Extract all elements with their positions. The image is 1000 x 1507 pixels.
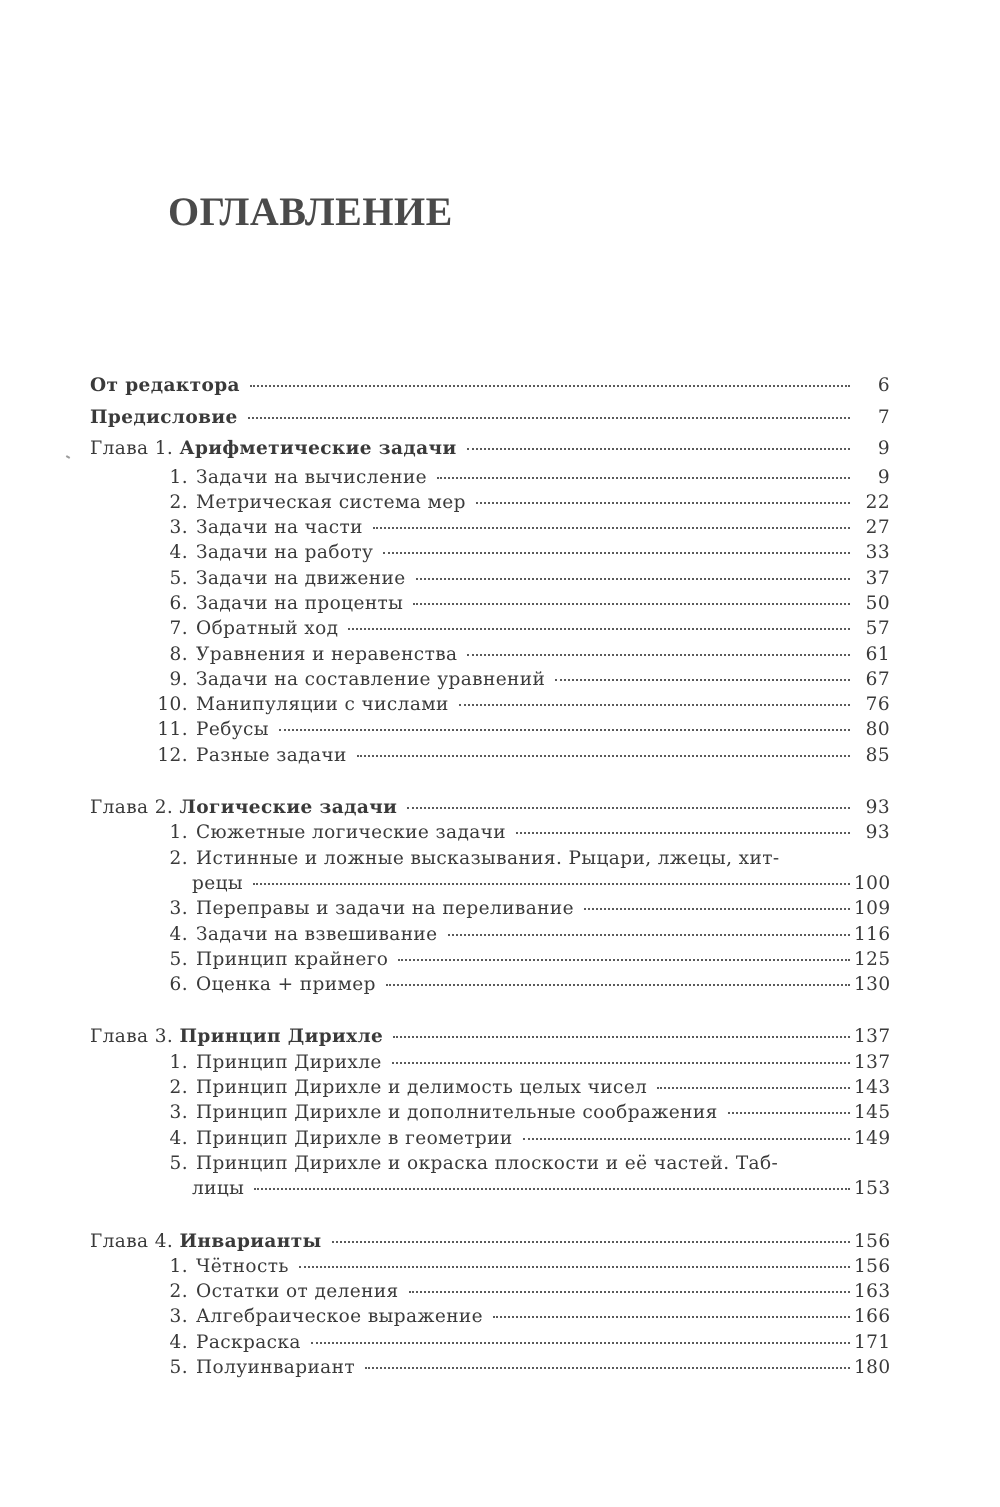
toc-section[interactable] [90, 642, 890, 667]
section-number: 5. [169, 567, 188, 589]
toc-page-number: 57 [865, 618, 890, 640]
section-number: 4. [169, 1127, 188, 1149]
dot-leader [311, 1328, 850, 1344]
toc-section[interactable] [90, 465, 890, 490]
section-label: Принцип Дирихле в геометрии [196, 1127, 513, 1149]
section-number: 5. [169, 1152, 188, 1174]
section-number: 7. [169, 618, 188, 640]
toc-page-number: 156 [854, 1255, 891, 1277]
section-label: Принцип Дирихле и окраска плоскости и её частей. Таб- [196, 1152, 779, 1174]
dot-leader [383, 538, 850, 554]
section-label: Остатки от деления [196, 1281, 399, 1303]
toc-chapter-4[interactable] [90, 1229, 890, 1254]
chapter-prefix: Глава 4. [90, 1230, 174, 1252]
toc-page-number: 149 [854, 1127, 891, 1149]
toc-section-continuation[interactable] [90, 1176, 890, 1201]
section-label: Переправы и задачи на переливание [196, 898, 574, 920]
toc-section[interactable] [90, 820, 890, 845]
section-number: 11. [157, 719, 188, 741]
toc-page-number: 116 [854, 923, 891, 945]
section-label: Чётность [196, 1255, 289, 1277]
section-number: 1. [169, 822, 188, 844]
toc-section[interactable] [90, 667, 890, 692]
section-number: 8. [169, 643, 188, 665]
dot-leader [467, 640, 850, 656]
section-label: Оценка + пример [196, 974, 376, 996]
toc-section[interactable] [90, 1330, 890, 1355]
toc-page-number: 137 [854, 1026, 891, 1048]
section-number: 1. [169, 1051, 188, 1073]
toc-page-number: 143 [854, 1077, 891, 1099]
section-number: 4. [169, 923, 188, 945]
chapter-title: Арифметические задачи [179, 438, 457, 459]
toc-page-number: 163 [854, 1281, 891, 1303]
toc-section[interactable] [90, 947, 890, 972]
toc-page-number: 33 [865, 542, 890, 564]
toc-page-number: 37 [865, 567, 890, 589]
dot-leader [357, 741, 850, 757]
toc-page-number: 156 [854, 1230, 891, 1252]
toc-entry-from-editor[interactable] [90, 370, 890, 402]
section-label: Уравнения и неравенства [196, 643, 458, 665]
toc-page-number: 61 [865, 643, 890, 665]
toc-entry-label: От редактора [90, 375, 240, 396]
toc-section[interactable] [90, 1075, 890, 1100]
section-number: 6. [169, 974, 188, 996]
toc-section[interactable] [90, 1304, 890, 1329]
toc-section[interactable] [90, 1355, 890, 1380]
toc-section[interactable] [90, 515, 890, 540]
section-label: Задачи на вычисление [196, 466, 428, 488]
section-number: 1. [169, 466, 188, 488]
toc-section[interactable] [90, 1279, 890, 1304]
toc-section[interactable] [90, 1151, 890, 1176]
chapter-title: Инварианты [179, 1230, 322, 1252]
toc-section[interactable] [90, 717, 890, 742]
section-label: Метрическая система мер [196, 491, 466, 513]
section-label: Задачи на работу [196, 542, 374, 564]
section-label: Принцип Дирихле [196, 1051, 382, 1073]
dot-leader [386, 970, 850, 986]
toc-page-number: 125 [854, 948, 891, 970]
toc-page-number: 9 [877, 438, 890, 459]
section-label: Алгебраическое выражение [196, 1306, 484, 1328]
toc-page-number: 85 [865, 744, 890, 766]
section-number: 3. [169, 1102, 188, 1124]
dot-leader [493, 1302, 850, 1318]
dot-leader [253, 869, 850, 885]
section-label: Сюжетные логические задачи [196, 822, 507, 844]
toc-section[interactable] [90, 1126, 890, 1151]
section-label-continuation: лицы [192, 1178, 245, 1200]
section-number: 10. [157, 694, 188, 716]
toc-page-number: 153 [854, 1178, 891, 1200]
dot-leader [584, 894, 850, 910]
dot-leader [437, 463, 850, 479]
section-label: Принцип крайнего [196, 948, 389, 970]
dot-leader [476, 488, 850, 504]
toc-entry-preface[interactable] [90, 402, 890, 434]
section-label: Обратный ход [196, 618, 339, 640]
section-number: 2. [169, 1077, 188, 1099]
section-label: Ребусы [196, 719, 269, 741]
section-label: Задачи на взвешивание [196, 923, 438, 945]
section-number: 6. [169, 592, 188, 614]
section-number: 4. [169, 1331, 188, 1353]
dot-leader [448, 920, 850, 936]
section-label: Полуинвариант [196, 1357, 355, 1378]
toc-section[interactable] [90, 1100, 890, 1125]
section-number: 2. [169, 847, 188, 869]
section-number: 2. [169, 1281, 188, 1303]
toc-section[interactable] [90, 743, 890, 768]
toc-page-number: 180 [854, 1357, 891, 1378]
section-number: 9. [169, 668, 188, 690]
section-number: 2. [169, 491, 188, 513]
section-label: Принцип Дирихле и дополнительные соображения [196, 1102, 718, 1124]
dot-leader [467, 434, 850, 450]
toc-page-number: 93 [865, 822, 890, 844]
toc-page-number: 80 [865, 719, 890, 741]
dot-leader [416, 564, 850, 580]
chapter-prefix: Глава 1. [90, 438, 174, 459]
page-title: ОГЛАВЛЕНИЕ [168, 189, 453, 234]
toc-chapter-1[interactable] [90, 433, 890, 465]
dot-leader [348, 614, 850, 630]
dot-leader [407, 793, 850, 809]
dot-leader [392, 1048, 850, 1064]
toc-section[interactable] [90, 490, 890, 515]
toc-section[interactable] [90, 972, 890, 997]
toc-page-number: 50 [865, 592, 890, 614]
section-label: Задачи на проценты [196, 592, 404, 614]
dot-leader [373, 513, 850, 529]
section-number: 5. [169, 948, 188, 970]
section-number: 5. [169, 1357, 188, 1378]
section-label: Разные задачи [196, 744, 347, 766]
section-number: 1. [169, 1255, 188, 1277]
toc-section[interactable] [90, 692, 890, 717]
toc-page-number: 76 [865, 694, 890, 716]
scan-speck [66, 455, 70, 459]
toc-section[interactable] [90, 591, 890, 616]
dot-leader [459, 690, 850, 706]
toc-section[interactable] [90, 846, 890, 871]
toc-section[interactable] [90, 1050, 890, 1075]
toc-page-number: 7 [877, 406, 890, 428]
dot-leader [250, 371, 850, 387]
table-of-contents [90, 370, 890, 1380]
dot-leader [365, 1353, 850, 1369]
dot-leader [332, 1227, 850, 1243]
toc-entry-label: Предисловие [90, 406, 238, 428]
toc-section[interactable] [90, 540, 890, 565]
section-label: Задачи на части [196, 517, 363, 539]
toc-chapter-2[interactable] [90, 795, 890, 820]
dot-leader [398, 945, 850, 961]
dot-leader [523, 1124, 850, 1140]
toc-page-number: 137 [854, 1051, 891, 1073]
section-label: Задачи на движение [196, 567, 406, 589]
dot-leader [393, 1022, 850, 1038]
section-label: Раскраска [196, 1331, 301, 1353]
toc-page-number: 100 [854, 872, 891, 894]
section-number: 12. [157, 744, 188, 766]
chapter-title: Логические задачи [179, 797, 398, 819]
toc-page-number: 67 [865, 668, 890, 690]
toc-page-number: 93 [865, 797, 890, 819]
toc-chapter-3[interactable] [90, 1024, 890, 1049]
toc-page-number: 171 [854, 1331, 891, 1353]
section-label: Истинные и ложные высказывания. Рыцари, лжецы, хит- [196, 847, 780, 869]
dot-leader [299, 1252, 850, 1268]
toc-page-number: 22 [865, 491, 890, 513]
toc-page-number: 9 [877, 466, 890, 488]
dot-leader [254, 1174, 850, 1190]
toc-page-number: 145 [854, 1102, 891, 1124]
dot-leader [413, 589, 850, 605]
section-number: 4. [169, 542, 188, 564]
section-label: Задачи на составление уравнений [196, 668, 546, 690]
toc-page-number: 130 [854, 974, 891, 996]
toc-page-number: 109 [854, 898, 891, 920]
section-number: 3. [169, 1306, 188, 1328]
toc-page-number: 6 [877, 375, 890, 396]
dot-leader [248, 403, 850, 419]
section-label: Принцип Дирихле и делимость целых чисел [196, 1077, 648, 1099]
toc-section[interactable] [90, 1254, 890, 1279]
dot-leader [728, 1098, 850, 1114]
section-number: 3. [169, 517, 188, 539]
toc-page-number: 166 [854, 1306, 891, 1328]
chapter-prefix: Глава 2. [90, 797, 174, 819]
dot-leader [409, 1277, 850, 1293]
toc-section[interactable] [90, 896, 890, 921]
chapter-prefix: Глава 3. [90, 1026, 174, 1048]
toc-section[interactable] [90, 616, 890, 641]
toc-section[interactable] [90, 566, 890, 591]
dot-leader [279, 715, 850, 731]
dot-leader [555, 665, 850, 681]
section-label: Манипуляции с числами [196, 694, 449, 716]
section-label-continuation: рецы [192, 872, 244, 894]
toc-section[interactable] [90, 922, 890, 947]
section-number: 3. [169, 898, 188, 920]
toc-page-number: 27 [865, 517, 890, 539]
toc-section-continuation[interactable] [90, 871, 890, 896]
dot-leader [516, 818, 850, 834]
chapter-title: Принцип Дирихле [179, 1026, 384, 1048]
dot-leader [657, 1073, 850, 1089]
